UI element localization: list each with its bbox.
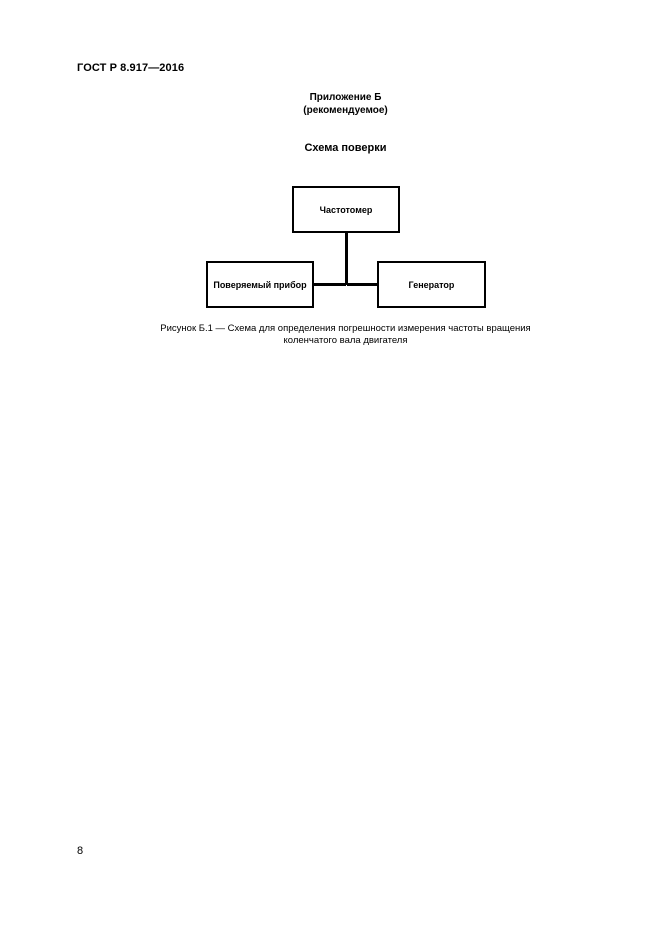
generator-label: Генератор bbox=[408, 279, 455, 290]
frequency-meter-box bbox=[292, 186, 400, 233]
section-title: Схема поверки bbox=[304, 142, 387, 154]
figure-caption-line2: коленчатого вала двигателя bbox=[283, 335, 408, 346]
page-number: 8 bbox=[77, 845, 84, 857]
connector-vertical bbox=[345, 233, 348, 285]
frequency-meter-label: Частотомер bbox=[319, 204, 373, 215]
connector-left bbox=[314, 283, 346, 286]
generator-box bbox=[377, 261, 486, 308]
appendix-status: (рекомендуемое) bbox=[303, 105, 388, 116]
device-under-test-box bbox=[206, 261, 314, 308]
figure-caption-line1: Рисунок Б.1 — Схема для определения погрешности измерения частоты вращения bbox=[160, 323, 531, 334]
connector-right bbox=[347, 283, 377, 286]
appendix-title: Приложение Б bbox=[309, 92, 382, 103]
document-number: ГОСТ Р 8.917—2016 bbox=[77, 62, 185, 74]
device-under-test-label: Поверяемый прибор bbox=[213, 279, 307, 290]
